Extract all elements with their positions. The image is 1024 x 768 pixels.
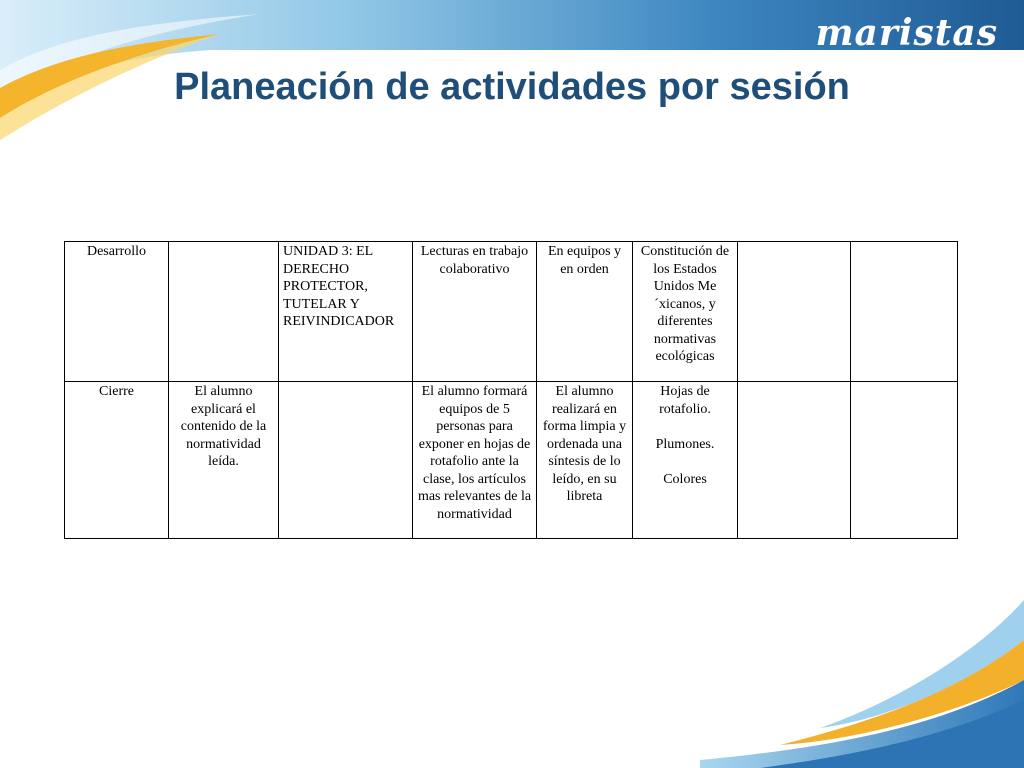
table-cell-evaluation: El alumno realizará en forma limpia y ordenada una síntesis de lo leído, en su libreta [537, 382, 633, 539]
table-cell-resources: Constitución de los Estados Unidos Me´xicanos, y diferentes normativas ecológicas [633, 242, 738, 382]
activity-planning-table [64, 241, 958, 539]
table-cell-stage: Desarrollo [65, 242, 169, 382]
table-row-desarrollo [65, 242, 958, 382]
table-cell [851, 382, 958, 539]
table-cell [851, 242, 958, 382]
table-cell [738, 242, 851, 382]
table-cell-objective: El alumno explicará el contenido de la normatividad leída. [169, 382, 279, 539]
table-cell-unit: UNIDAD 3: EL DERECHO PROTECTOR, TUTELAR Y REIVINDICADOR [279, 242, 413, 382]
table-cell-stage: Cierre [65, 382, 169, 539]
table-cell-materials: Hojas de rotafolio. Plumones. Colores [633, 382, 738, 539]
table-cell-activity: El alumno formará equipos de 5 personas para exponer en hojas de rotafolio ante la clase, los artículos mas relevantes de la normatividad [413, 382, 537, 539]
maristas-logo: maristas [815, 12, 998, 54]
table-cell [738, 382, 851, 539]
table-cell [169, 242, 279, 382]
table-cell-activity: Lecturas en trabajo colaborativo [413, 242, 537, 382]
slide-title: Planeación de actividades por sesión [174, 66, 850, 108]
table-row-cierre [65, 382, 958, 539]
table-cell [279, 382, 413, 539]
table-cell-organization: En equipos y en orden [537, 242, 633, 382]
